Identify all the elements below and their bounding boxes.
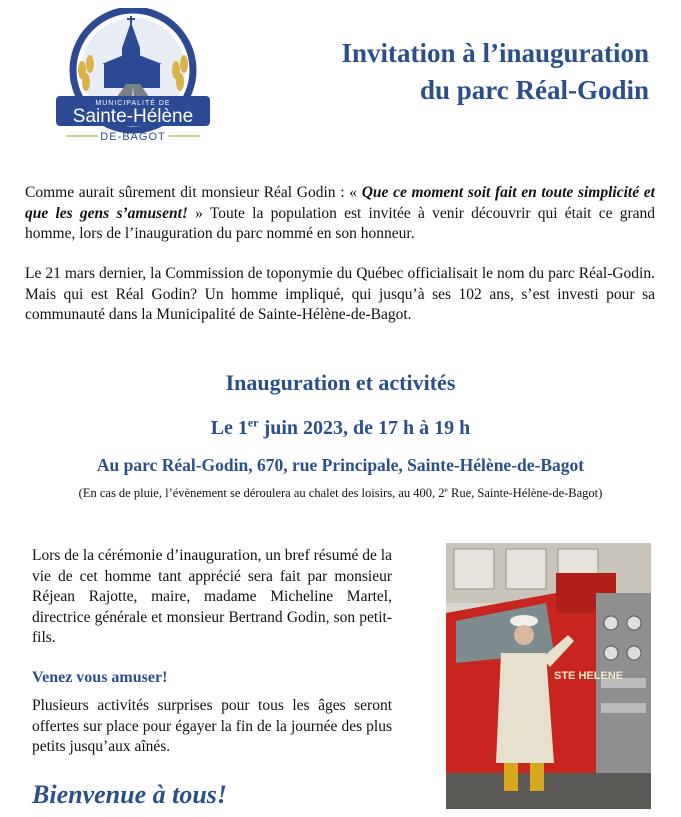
logo-top-text: MUNICIPALITÉ DE xyxy=(95,100,171,107)
event-date xyxy=(0,417,681,440)
rain-sup: e xyxy=(444,484,448,494)
rain-suffix: Rue, Sainte-Hélène-de-Bagot) xyxy=(447,486,603,500)
title-line-1: Invitation à l’inauguration xyxy=(341,38,649,68)
rain-prefix: (En cas de pluie, l’évènement se déroulera au chalet des loisirs, au 400, 2 xyxy=(78,486,445,500)
intro-text-before: Comme aurait sûrement dit monsieur Réal Godin : « xyxy=(25,184,362,201)
event-place: Au parc Réal-Godin, 670, rue Principale, Sainte-Hélène-de-Bagot xyxy=(96,455,585,475)
date-sup: er xyxy=(247,415,259,430)
intro-paragraph-1 xyxy=(25,183,655,245)
photo-illustration xyxy=(446,543,651,809)
welcome-text: Bienvenue à tous! xyxy=(32,780,228,809)
fun-heading: Venez vous amuser! xyxy=(32,669,168,686)
logo-emblem xyxy=(52,8,214,144)
logo-sub: DE-BAGOT xyxy=(100,131,166,143)
truck-text: STE HELENE xyxy=(554,670,624,682)
fire-truck-photo xyxy=(446,543,651,809)
intro-text-after: » Toute la population est invitée à venir découvrir qui était ce grand homme, lors de l’inauguration du parc nommé en son honneur. xyxy=(25,204,655,243)
date-prefix: Le 1 xyxy=(210,417,248,439)
title-line-2: du parc Réal-Godin xyxy=(419,75,649,105)
logo-name: Sainte-Hélène xyxy=(72,106,194,127)
ceremony-paragraph: Lors de la cérémonie d’inauguration, un bref résumé de la vie de cet homme tant apprécié sera fait par monsieur Réjean Rajotte, maire, madame Micheline Martel, directrice générale et monsieur Bertrand Godin, son petit-fils. xyxy=(32,547,392,647)
date-suffix: juin 2023, de 17 h à 19 h xyxy=(258,417,471,439)
rain-note xyxy=(0,486,681,501)
intro-paragraph-2: Le 21 mars dernier, la Commission de toponymie du Québec officialisait le nom du parc Réal-Godin. Mais qui est Réal Godin? Un homme impliqué, qui jusqu’à ses 102 ans, s’est investi pour sa communauté dans la Municipalité de Sainte-Hélène-de-Bagot. xyxy=(25,265,655,324)
section-title: Inauguration et activités xyxy=(225,370,456,395)
municipality-logo xyxy=(52,8,214,144)
activities-paragraph: Plusieurs activités surprises pour tous les âges seront offertes sur place pour égayer la fin de la journée des plus petits jusqu’aux aînés. xyxy=(32,697,392,756)
intro-quote: Que ce moment soit fait en toute simplicité et que les gens s’amusent! xyxy=(25,184,655,222)
